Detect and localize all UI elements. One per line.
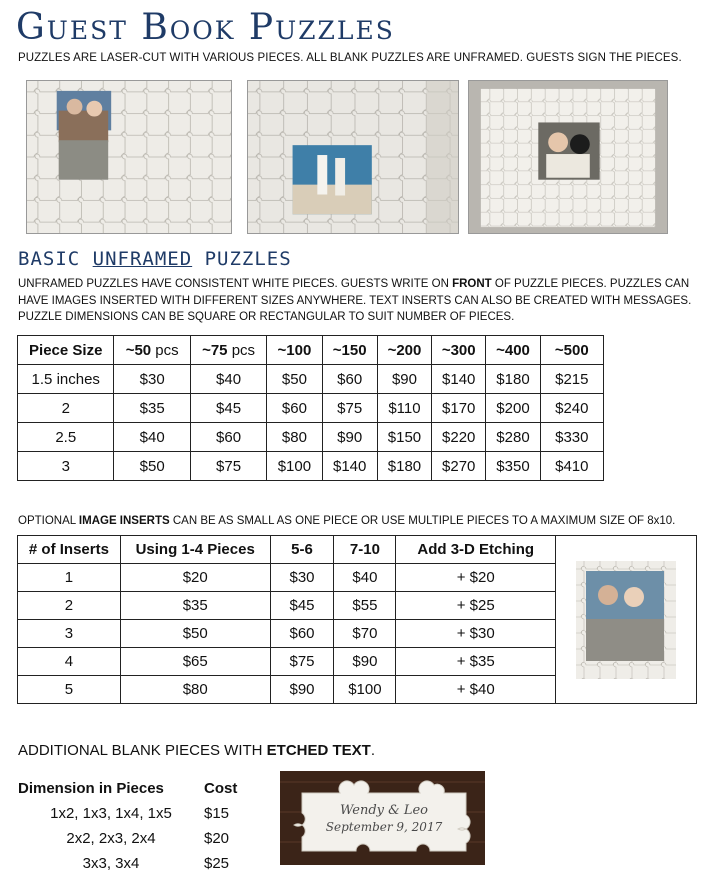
table-cell: $100 <box>334 676 396 704</box>
table-header-row <box>18 336 604 365</box>
table-cell: 2.5 <box>18 423 114 452</box>
header-5-6: 5-6 <box>270 536 334 564</box>
etched-text-date: September 9, 2017 <box>325 820 443 834</box>
header-75 <box>190 336 266 365</box>
table-cell: $200 <box>486 394 540 423</box>
image-inserts-note-part-2: CAN BE AS SMALL AS ONE PIECE OR USE MULTIPLE PIECES TO A MAXIMUM SIZE OF 8x10. <box>169 515 676 527</box>
table-cell: $60 <box>270 620 334 648</box>
table-cell: $140 <box>432 365 486 394</box>
table-row <box>18 452 604 481</box>
header-75-count: ~75 <box>202 341 228 359</box>
table-cell: $180 <box>486 365 540 394</box>
basic-description-part-2: OF PUZZLE PIECES. PUZZLES CAN HAVE IMAGES INSERTED WITH DIFFERENT SIZES ANYWHERE. TEXT INSERTS CAN ALSO BE CREATED WITH MESSAGES. PUZZLE DIMENSIONS CAN BE SQUARE OR RECTANGULAR TO SUIT NUMBER OF PIECES. <box>18 278 692 323</box>
table-cell: $220 <box>432 423 486 452</box>
puzzle-photo-2 <box>247 80 459 234</box>
table-cell: $350 <box>486 452 540 481</box>
etched-pieces-table <box>18 776 264 876</box>
table-cell: + $25 <box>396 592 556 620</box>
puzzle-photo-1 <box>26 80 232 234</box>
header-cost: Cost <box>204 780 238 797</box>
basic-heading-end: PUZZLES <box>192 248 292 270</box>
page-subtitle: PUZZLES ARE LASER-CUT WITH VARIOUS PIECES. ALL BLANK PUZZLES ARE UNFRAMED. GUESTS SIGN THE PIECES. <box>18 52 682 64</box>
etched-text-names: Wendy & Leo <box>339 803 429 818</box>
header-3d-etching: Add 3-D Etching <box>396 536 556 564</box>
etched-heading-bold: ETCHED TEXT <box>266 742 371 759</box>
table-cell: 3x3, 3x4 <box>82 855 140 872</box>
table-cell: $75 <box>270 648 334 676</box>
table-row <box>18 801 264 826</box>
table-cell: + $40 <box>396 676 556 704</box>
table-cell: $75 <box>322 394 377 423</box>
table-cell: + $30 <box>396 620 556 648</box>
table-cell: $30 <box>114 365 190 394</box>
table-cell: 1 <box>18 564 121 592</box>
basic-description-part-1: UNFRAMED PUZZLES HAVE CONSISTENT WHITE PIECES. GUESTS WRITE ON <box>18 278 453 290</box>
basic-heading-underlined: UNFRAMED <box>92 248 193 270</box>
table-row <box>18 365 604 394</box>
table-cell: $90 <box>377 365 431 394</box>
table-cell: $100 <box>267 452 322 481</box>
basic-description <box>18 276 718 326</box>
insert-sample-image <box>576 561 676 679</box>
header-1-4-pieces: Using 1-4 Pieces <box>120 536 270 564</box>
header-300: ~300 <box>432 336 486 365</box>
table-cell: $65 <box>120 648 270 676</box>
image-inserts-table <box>17 535 697 704</box>
table-cell: 5 <box>18 676 121 704</box>
table-cell: $90 <box>322 423 377 452</box>
table-header-row <box>18 776 264 801</box>
header-400: ~400 <box>486 336 540 365</box>
table-cell: $40 <box>334 564 396 592</box>
table-cell: 2 <box>18 394 114 423</box>
puzzle-photo-3 <box>468 80 668 234</box>
table-cell: $40 <box>114 423 190 452</box>
table-cell: 1.5 inches <box>18 365 114 394</box>
table-cell: $25 <box>204 855 230 872</box>
header-200: ~200 <box>377 336 431 365</box>
table-cell: $50 <box>267 365 322 394</box>
table-row <box>18 851 264 876</box>
etched-heading-part-1: ADDITIONAL BLANK PIECES WITH <box>18 742 267 759</box>
etched-piece-photo <box>280 771 485 865</box>
table-cell: $15 <box>204 805 230 822</box>
header-500: ~500 <box>540 336 603 365</box>
table-cell: $90 <box>334 648 396 676</box>
table-cell: $20 <box>120 564 270 592</box>
header-piece-size: Piece Size <box>18 336 114 365</box>
etched-heading-end: . <box>370 742 376 759</box>
basic-heading <box>18 248 292 270</box>
table-cell: $60 <box>267 394 322 423</box>
header-50-count: ~50 <box>125 341 152 359</box>
header-7-10: 7-10 <box>334 536 396 564</box>
page-title: Guest Book Puzzles <box>16 7 395 48</box>
table-cell: $75 <box>190 452 266 481</box>
table-cell: $80 <box>120 676 270 704</box>
table-cell: $240 <box>540 394 603 423</box>
table-cell: $45 <box>270 592 334 620</box>
table-row <box>18 423 604 452</box>
table-cell: 3 <box>18 620 121 648</box>
image-inserts-note <box>18 515 675 527</box>
table-cell: $140 <box>322 452 377 481</box>
image-inserts-note-part-1: OPTIONAL <box>18 515 79 527</box>
table-cell: $270 <box>432 452 486 481</box>
header-50-unit: pcs <box>151 341 179 359</box>
table-cell: 1x2, 1x3, 1x4, 1x5 <box>50 805 172 822</box>
table-cell: $45 <box>190 394 266 423</box>
header-num-inserts: # of Inserts <box>18 536 121 564</box>
table-cell: $20 <box>204 830 230 847</box>
table-cell: $50 <box>120 620 270 648</box>
table-cell: $180 <box>377 452 431 481</box>
etched-piece-graphic <box>280 771 485 865</box>
header-75-unit: pcs <box>227 341 256 359</box>
table-cell: 4 <box>18 648 121 676</box>
table-cell: $110 <box>377 394 431 423</box>
table-cell: $70 <box>334 620 396 648</box>
header-50 <box>114 336 190 365</box>
table-cell: $50 <box>114 452 190 481</box>
table-cell: $170 <box>432 394 486 423</box>
table-cell: 3 <box>18 452 114 481</box>
insert-sample-image-cell <box>556 536 697 704</box>
table-cell: 2x2, 2x3, 2x4 <box>66 830 156 847</box>
table-cell: + $35 <box>396 648 556 676</box>
table-cell: $30 <box>270 564 334 592</box>
header-dimension: Dimension in Pieces <box>18 780 164 797</box>
table-cell: $90 <box>270 676 334 704</box>
table-cell: $215 <box>540 365 603 394</box>
table-cell: + $20 <box>396 564 556 592</box>
table-cell: $150 <box>377 423 431 452</box>
header-150: ~150 <box>322 336 377 365</box>
basic-description-bold: FRONT <box>452 278 492 290</box>
table-cell: $55 <box>334 592 396 620</box>
table-header-row <box>18 536 697 564</box>
table-cell: $410 <box>540 452 603 481</box>
basic-heading-start: BASIC <box>18 248 93 270</box>
table-cell: 2 <box>18 592 121 620</box>
table-cell: $60 <box>190 423 266 452</box>
table-cell: $60 <box>322 365 377 394</box>
basic-price-table <box>17 335 604 481</box>
table-cell: $35 <box>120 592 270 620</box>
etched-heading <box>18 742 375 759</box>
table-cell: $40 <box>190 365 266 394</box>
table-cell: $280 <box>486 423 540 452</box>
table-cell: $35 <box>114 394 190 423</box>
table-row <box>18 826 264 851</box>
table-cell: $80 <box>267 423 322 452</box>
header-100: ~100 <box>267 336 322 365</box>
table-row <box>18 394 604 423</box>
table-cell: $330 <box>540 423 603 452</box>
image-inserts-note-bold: IMAGE INSERTS <box>78 515 170 527</box>
